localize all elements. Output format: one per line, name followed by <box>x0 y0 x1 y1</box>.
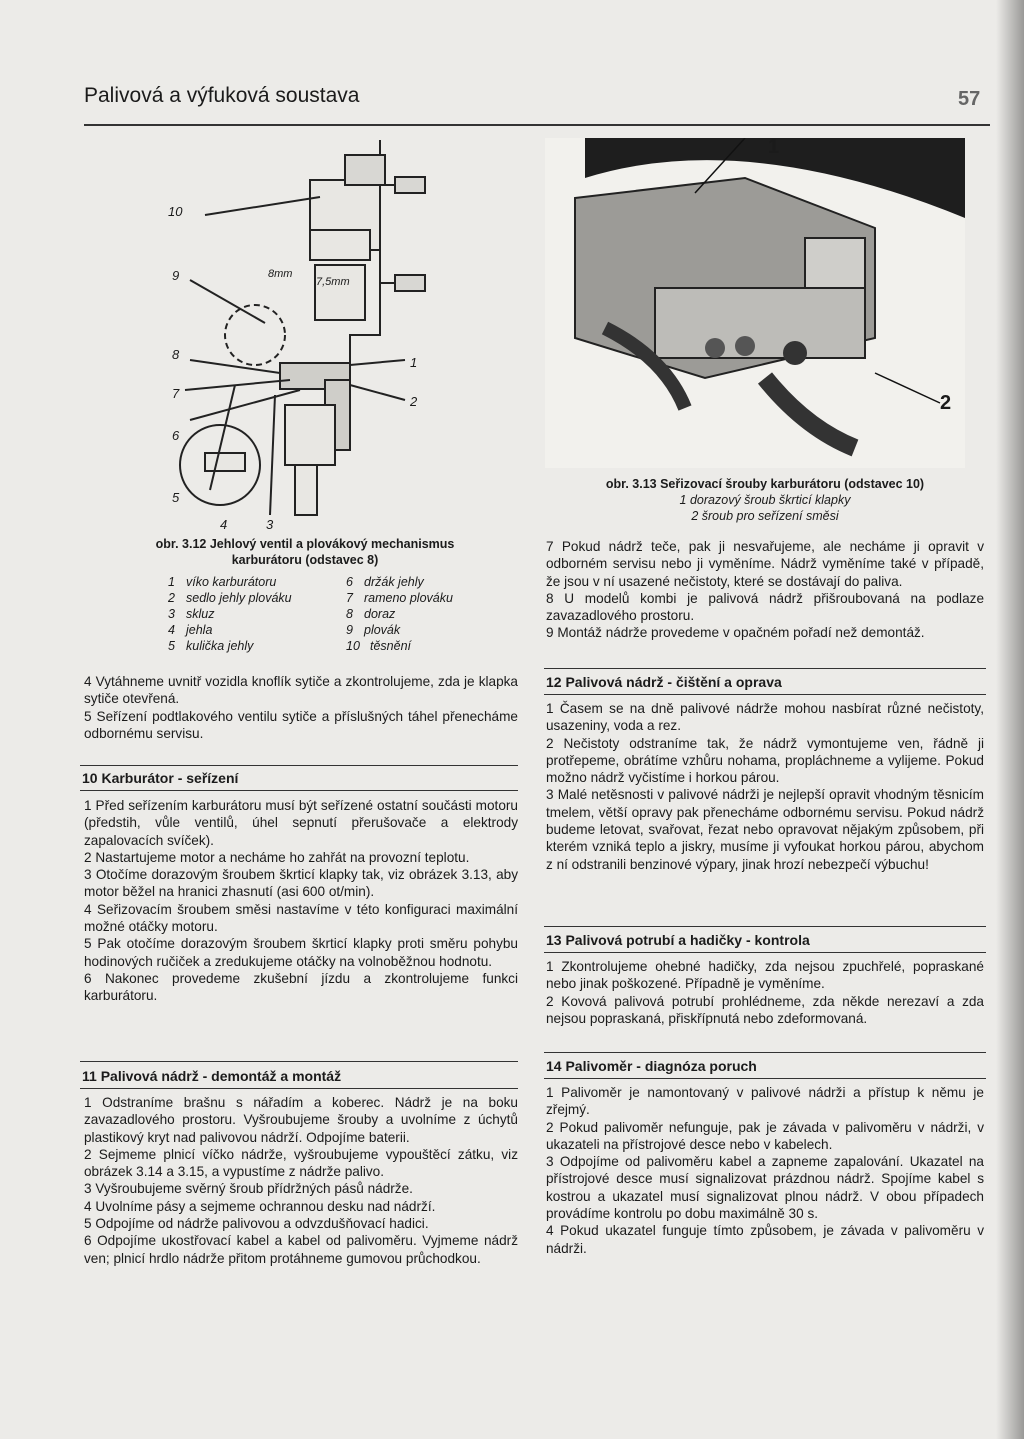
section-14-body: 1 Palivoměr je namontovaný v palivové nádrži a přístup k němu je zřejmý. 2 Pokud palivoměr nefunguje, pak je závada v palivoměru v nádrži, v ukazateli na přístrojové desce nebo v kabelech. 3 Odpojíme od palivoměru kabel a zapneme zapalování. Ukazatel na přístrojové desce musí signalizovat prázdnou nádrž. Spojíme kabel s kostrou a ukazatel musí signalizovat plnou nádrž. V obou případech provádíme kontrolu po dobu maximálně 30 s. 4 Pokud ukazatel funguje tímto způsobem, je závada v palivoměru v nádrži. <box>546 1085 984 1256</box>
fig-label-6: 6 <box>172 428 180 443</box>
figure-3-12-drawing <box>150 135 470 533</box>
section-14-bottom-rule <box>544 1078 986 1079</box>
section-12-body: 1 Časem se na dně palivové nádrže mohou nasbírat různé nečistoty, usazeniny, voda a rez. 2 Nečistoty odstraníme tak, že nádrž vymontujeme ven, řádně ji protřepeme, obrátíme vzhůru nohama, propláchneme a vylijeme. Pokud možno nádrž vyčistíme i horkou párou. 3 Malé netěsnosti v palivové nádrži je nejlepší opravit vhodným těsnicím tmelem, větší opravy pak přenecháme odbornému servisu. Pokud nádrž budeme letovat, svařovat, řezat nebo opravovat nějakým způsobem, při kterém vzniká teplo a jiskry, musíme ji vyfoukat horkou párou, abychom z ní odstranili benzinové výpary, jinak hrozí nebezpečí výbuchu! <box>546 701 984 872</box>
fig-label-9: 9 <box>172 268 180 283</box>
section-10-body: 1 Před seřízením karburátoru musí být seřízené ostatní součásti motoru (předstih, vůle ventilů, úhel sepnutí přerušovače a elektrody zapalovacích svíček). 2 Nastartujeme motor a necháme ho zahřát na provozní teplotu. 3 Otočíme dorazovým šroubem škrticí klapky tak, viz obrázek 3.13, aby motor běžel na hranici zhasnutí (asi 600 ot/min). 4 Seřizovacím šroubem směsi nastavíme v této konfiguraci maximální možné otáčky motoru. 5 Pak otočíme dorazovým šroubem škrticí klapky proti směru pohybu hodinových ručiček a zredukujeme otáčky na volnoběžnou hodnotu. 6 Nakonec provedeme zkušební jízdu a zkontrolujeme funkci karburátoru. <box>84 798 518 1004</box>
fig-label-7: 7 <box>172 386 180 401</box>
figure-3-12-legend-col1: 1 víko karburátoru 2 sedlo jehly plováku 3 skluz 4 jehla 5 kulička jehly <box>168 575 292 653</box>
fig-label-1: 1 <box>768 136 780 158</box>
fig-label-8: 8 <box>172 347 180 362</box>
section-11-bottom-rule <box>80 1088 518 1089</box>
section-11-body: 1 Odstraníme brašnu s nářadím a koberec. Nádrž je na boku zavazadlového prostoru. Vyšroubujeme šrouby a uvolníme z úchytů plastikový kryt nad palivovou nádrží. Odpojíme baterii. 2 Sejmeme plnicí víčko nádrže, vyšroubujeme vypouštěcí zátku, viz obrázek 3.14 a 3.15, a vypustíme z nádrže palivo. 3 Vyšroubujeme svěrný šroub přídržných pásů nádrže. 4 Uvolníme pásy a sejmeme ochrannou desku nad nádrží. 5 Odpojíme od nádrže palivovou a odvzdušňovací hadici. 6 Odpojíme ukostřovací kabel a kabel od palivoměru. Vyjmeme nádrž ven; plnicí hrdlo nádrže přitom protáhneme gumovou průchodkou. <box>84 1095 518 1266</box>
section-12-heading: 12 Palivová nádrž - čištění a oprava <box>546 674 782 690</box>
left-intro-text: 4 Vytáhneme uvnitř vozidla knoflík sytiče a zkontrolujeme, zda je klapka sytiče otevřená. 5 Seřízení podtlakového ventilu sytiče a příslušných táhel přenecháme odbornému servisu. <box>84 674 518 741</box>
page-edge-shadow <box>996 0 1024 1439</box>
section-14-top-rule <box>544 1052 986 1053</box>
fig-label-4: 4 <box>220 517 228 532</box>
page-number: 57 <box>958 88 981 110</box>
dimension-8mm: 8mm <box>268 268 293 280</box>
section-12-bottom-rule <box>544 694 986 695</box>
fig-label-1: 1 <box>410 355 418 370</box>
fig-label-5: 5 <box>172 490 180 505</box>
figure-3-12-caption-title: obr. 3.12 Jehlový ventil a plovákový mechanismus karburátoru (odstavec 8) <box>155 537 455 567</box>
section-13-body: 1 Zkontrolujeme ohebné hadičky, zda nejsou zpuchřelé, popraskané nebo jinak poškozené. Případně je vyměníme. 2 Kovová palivová potrubí prohlédneme, zda někde nerezaví a zda nejsou popraskaná, přiskřípnutá nebo zdeformovaná. <box>546 959 984 1026</box>
right-intro-text: 7 Pokud nádrž teče, pak ji nesvařujeme, ale necháme ji opravit v odborném servisu nebo ji vyměníme. Nádrž vyměníme také v případě, že jsou v ní usazené nečistoty, které se dostávají do paliva. 8 U modelů kombi je palivová nádrž přišroubovaná na podlaze zavazadlového prostoru. 9 Montáž nádrže provedeme v opačném pořadí než demontáž. <box>546 539 984 641</box>
fig-label-10: 10 <box>168 204 183 219</box>
section-12-top-rule <box>544 668 986 669</box>
fig-label-2: 2 <box>940 392 952 414</box>
fig-label-3: 3 <box>266 517 274 532</box>
section-13-top-rule <box>544 926 986 927</box>
figure-3-13-caption-legend: 1 dorazový šroub škrticí klapky 2 šroub pro seřízení směsi <box>679 493 851 523</box>
dimension-7-5mm: 7,5mm <box>316 276 350 288</box>
figure-3-13-photo <box>545 138 965 468</box>
running-header: Palivová a výfuková soustava <box>84 84 360 107</box>
section-10-bottom-rule <box>80 790 518 791</box>
section-14-heading: 14 Palivoměr - diagnóza poruch <box>546 1058 757 1074</box>
section-13-bottom-rule <box>544 952 986 953</box>
section-10-top-rule <box>80 765 518 766</box>
figure-3-13-caption-title: obr. 3.13 Seřizovací šrouby karburátoru (odstavec 10) <box>605 477 925 491</box>
fig-label-2: 2 <box>410 394 418 409</box>
carburetor-photo <box>545 138 965 468</box>
section-11-heading: 11 Palivová nádrž - demontáž a montáž <box>82 1068 342 1084</box>
header-rule <box>84 124 990 126</box>
figure-3-12-legend-col2: 6 držák jehly 7 rameno plováku 8 doraz 9 plovák 10 těsnění <box>346 575 453 653</box>
needle-valve-diagram <box>150 135 470 533</box>
section-11-top-rule <box>80 1061 518 1062</box>
section-13-heading: 13 Palivová potrubí a hadičky - kontrola <box>546 932 810 948</box>
section-10-heading: 10 Karburátor - seřízení <box>82 770 239 786</box>
